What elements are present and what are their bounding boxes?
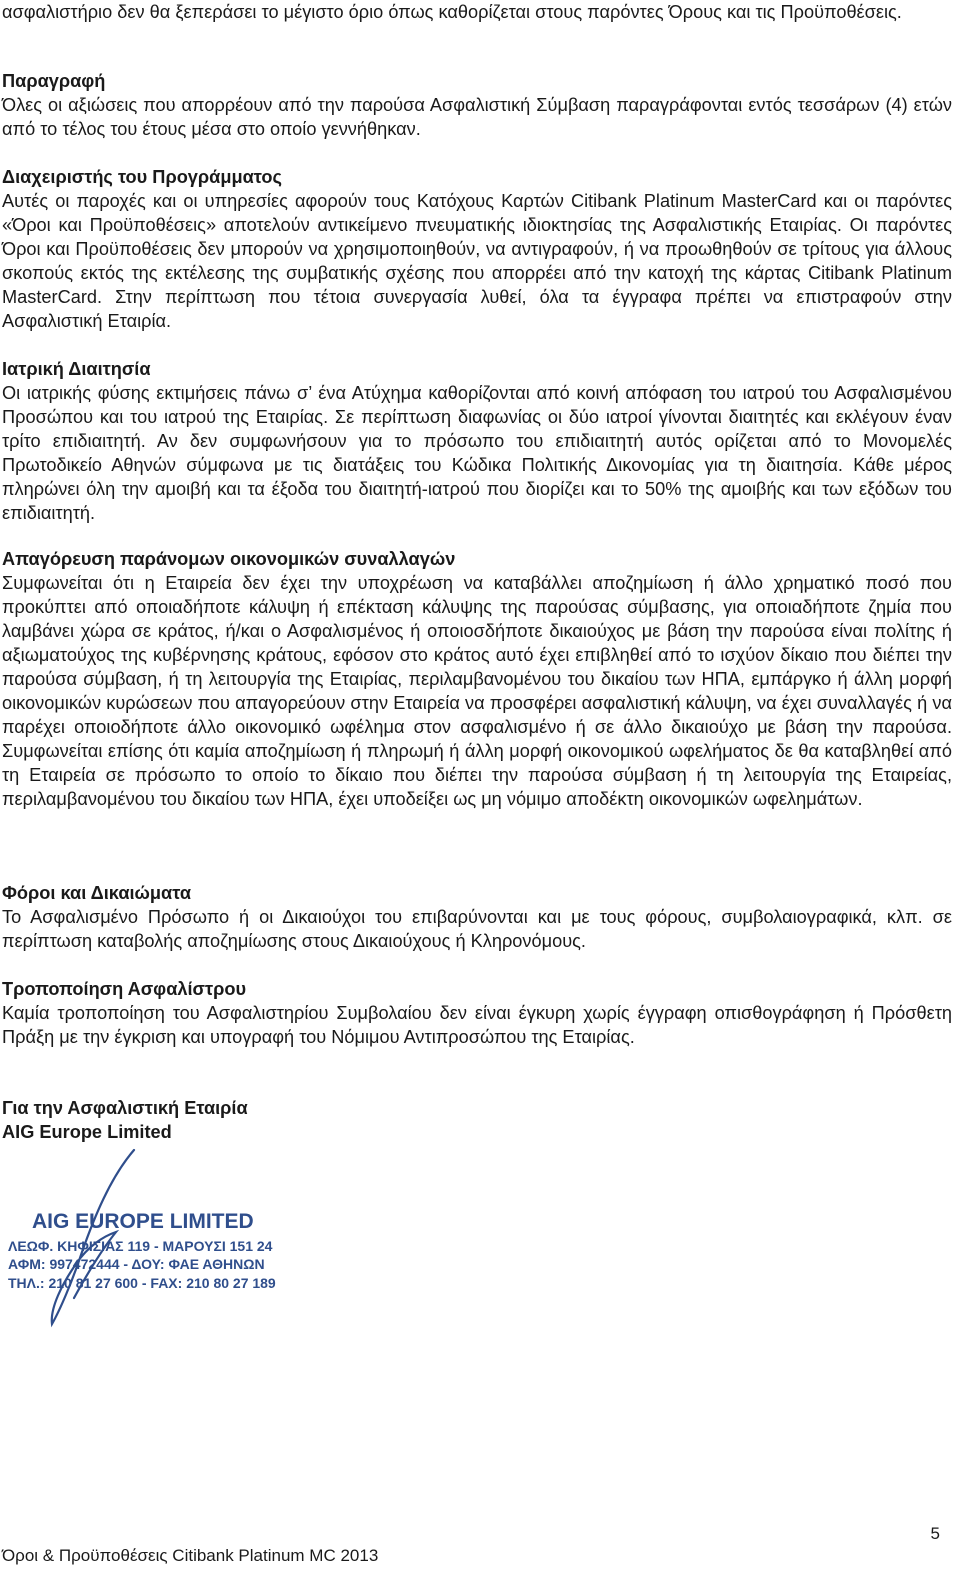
- stamp-address: ΛΕΩΦ. ΚΗΦΙΣΙΑΣ 119 - ΜΑΡΟΥΣΙ 151 24: [8, 1238, 273, 1254]
- section-body: Όλες οι αξιώσεις που απορρέουν από την παρούσα Ασφαλιστική Σύμβαση παραγράφονται εντός τεσσάρων (4) ετών από το τέλος του έτους μέσα στο οποίο γεννήθηκαν.: [2, 95, 952, 139]
- section-heading: Παραγραφή: [2, 71, 106, 91]
- section-heading: Απαγόρευση παράνομων οικονομικών συναλλαγών: [2, 549, 456, 569]
- section-program-administrator: [2, 165, 952, 333]
- stamp-ink: [8, 1210, 276, 1291]
- footer-text: Όροι & Προϋποθέσεις Citibank Platinum MC 2013: [2, 1546, 379, 1565]
- signoff-line-1: Για την Ασφαλιστική Εταιρία: [2, 1098, 248, 1118]
- section-body: Συμφωνείται ότι η Εταιρεία δεν έχει την υποχρέωση να καταβάλλει αποζημίωση ή άλλο χρηματικό ποσό που προκύπτει από οποιαδήποτε κάλυψη ή επέκταση κάλυψης της παρούσας σύμβασης, για οποιαδήποτε ζημία που λαμβάνει χώρα σε κράτος, ή/και ο Ασφαλισμένος ή οποιοσδήποτε δικαιούχος με βάση την παρούσα είναι πολίτης ή αξιωματούχος της κυβέρνησης κράτους, εφόσον στο κράτος αυτό έχει επιβληθεί από το ισχύον δίκαιο που διέπει την παρούσα σύμβαση, ή τη λειτουργία της Εταιρίας, περιλαμβανομένου του δικαίου των ΗΠΑ, εμπάργκο ή άλλη μορφή οικονομικών κυρώσεων που απαγορεύουν στην Εταιρεία να προσφέρει ασφαλιστική κάλυψη, να έχει συναλλαγές ή να παρέχει οποιοδήποτε άλλο οικονομικό ωφέλημα στον ασφαλισμένο ή σε άλλο δικαιούχο με βάση την παρούσα. Συμφωνείται επίσης ότι καμία αποζημίωση ή πληρωμή ή άλλη μορφή οικονομικού ωφελήματος δε θα καταβληθεί από τη Εταιρεία σε πρόσωπο το οποίο το δίκαιο που διέπει την παρούσα σύμβαση ή τη λειτουργία της Εταιρείας, περιλαμβανομένου του δικαίου των ΗΠΑ, έχει υποδείξει ως μη νόμιμο αποδέκτη οικονομικών ωφελημάτων.: [2, 573, 952, 809]
- section-heading: Φόροι και Δικαιώματα: [2, 883, 192, 903]
- signature-squiggle: [52, 1150, 134, 1324]
- section-limitation: [2, 69, 952, 141]
- page-number: 5: [930, 1524, 940, 1543]
- section-heading: Διαχειριστής του Προγράμματος: [2, 167, 282, 187]
- section-medical-arbitration: [2, 357, 952, 525]
- stamp-company: AIG EUROPE LIMITED: [32, 1210, 254, 1233]
- stamp-tax: ΑΦΜ: 997472444 - ΔΟΥ: ΦΑΕ ΑΘΗΝΩΝ: [8, 1256, 265, 1272]
- section-illegal-transactions: [2, 547, 952, 811]
- section-premium-amendment: [2, 977, 952, 1049]
- company-stamp: [6, 1148, 306, 1328]
- section-taxes-rights: [2, 881, 952, 953]
- section-body: Οι ιατρικής φύσης εκτιμήσεις πάνω σ’ ένα Ατύχημα καθορίζονται από κοινή απόφαση του ιατρού του Ασφαλισμένου Προσώπου και του ιατρού της Εταιρίας. Σε περίπτωση διαφωνίας οι δύο ιατροί γίνονται διαιτητές και εκλέγουν έναν τρίτο επιδιαιτητή. Αν δεν συμφωνήσουν για το πρόσωπο του επιδιαιτητή αυτός ορίζεται από το Μονομελές Πρωτοδικείο Αθηνών σύμφωνα με τις διατάξεις του Κώδικα Πολιτικής Δικονομίας για τη διαιτησία. Κάθε μέρος πληρώνει όλη την αμοιβή και τα έξοδα του διαιτητή-ιατρού που διορίζει και το 50% της αμοιβής και των εξόδων του επιδιαιτητή.: [2, 383, 952, 523]
- section-body: Καμία τροποποίηση του Ασφαλιστηρίου Συμβολαίου δεν είναι έγκυρη χωρίς έγγραφη οπισθογράφηση ή Πρόσθετη Πράξη με την έγκριση και υπογραφή του Νόμιμου Αντιπροσώπου της Εταιρίας.: [2, 1003, 952, 1047]
- section-heading: Ιατρική Διαιτησία: [2, 359, 151, 379]
- section-body: Αυτές οι παροχές και οι υπηρεσίες αφορούν τους Κατόχους Καρτών Citibank Platinum MasterCard και οι παρόντες «Όροι και Προϋποθέσεις» αποτελούν αντικείμενο πνευματικής ιδιοκτησίας της Ασφαλιστικής Εταιρίας. Οι παρόντες Όροι και Προϋποθέσεις δεν μπορούν να χρησιμοποιηθούν, να αντιγραφούν, ή να προωθηθούν σε τρίτους για άλλους σκοπούς εκτός της εκτέλεσης της συμβατικής σχέσης που απορρέει από την κατοχή της κάρτας Citibank Platinum MasterCard. Στην περίπτωση που τέτοια συνεργασία λυθεί, όλα τα έγγραφα πρέπει να επιστραφούν στην Ασφαλιστική Εταιρία.: [2, 191, 952, 331]
- stamp-phone: ΤΗΛ.: 210 81 27 600 - FAX: 210 80 27 189: [8, 1275, 276, 1291]
- intro-section: [2, 0, 952, 24]
- signoff-line-2: AIG Europe Limited: [2, 1122, 172, 1142]
- section-body: Το Ασφαλισμένο Πρόσωπο ή οι Δικαιούχοι του επιβαρύνονται και με τους φόρους, συμβολαιογραφικά, κλπ. σε περίπτωση καταβολής αποζημίωσης στους Δικαιούχους ή Κληρονόμους.: [2, 907, 952, 951]
- intro-text: ασφαλιστήριο δεν θα ξεπεράσει το μέγιστο όριο όπως καθορίζεται στους παρόντες Όρους και τις Προϋποθέσεις.: [2, 2, 902, 22]
- section-heading: Τροποποίηση Ασφαλίστρου: [2, 979, 247, 999]
